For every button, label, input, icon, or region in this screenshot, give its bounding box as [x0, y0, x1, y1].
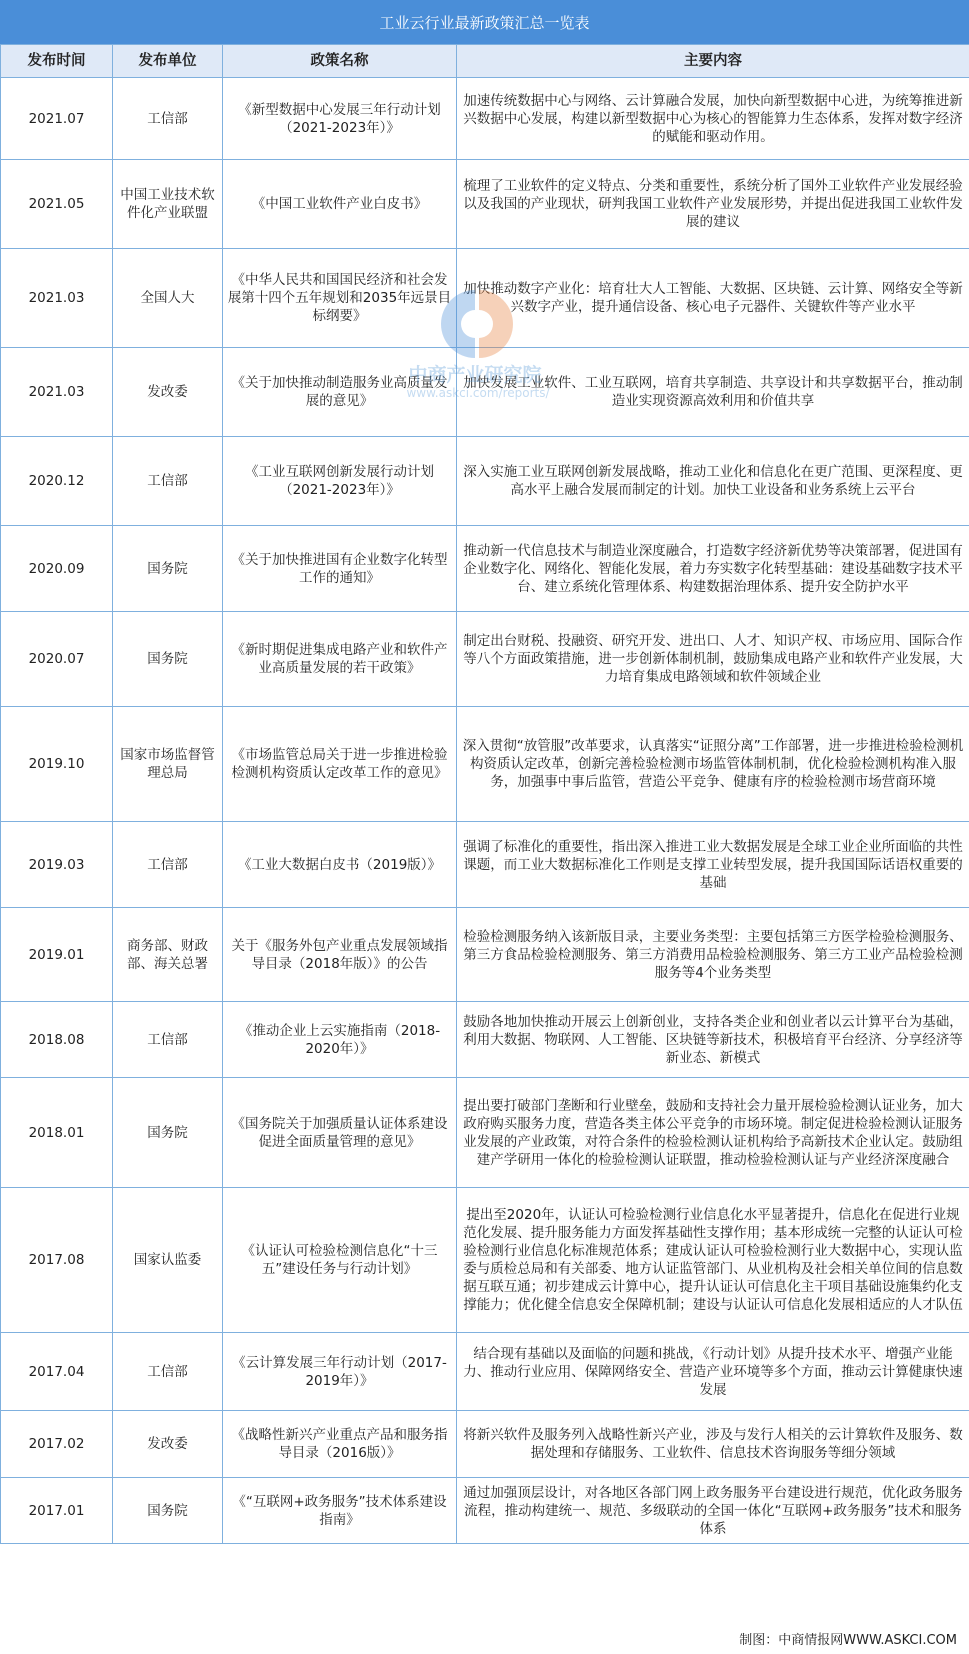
cell-policy-name: 《新型数据中心发展三年行动计划（2021-2023年）》 — [223, 78, 457, 160]
cell-date: 2020.12 — [1, 437, 113, 526]
cell-content: 制定出台财税、投融资、研究开发、进出口、人才、知识产权、市场应用、国际合作等八个方面政策措施，进一步创新体制机制，鼓励集成电路产业和软件产业发展，大力培育集成电路领域和软件领域企业 — [457, 612, 969, 707]
cell-date: 2020.09 — [1, 526, 113, 612]
cell-unit: 工信部 — [113, 437, 223, 526]
cell-policy-name: 《云计算发展三年行动计划（2017-2019年）》 — [223, 1333, 457, 1411]
cell-date: 2017.08 — [1, 1188, 113, 1333]
table-row — [1, 1188, 969, 1333]
cell-unit: 工信部 — [113, 78, 223, 160]
cell-unit: 国务院 — [113, 526, 223, 612]
cell-content: 结合现有基础以及面临的问题和挑战，《行动计划》从提升技术水平、增强产业能力、推动行业应用、保障网络安全、营造产业环境等多个方面，推动云计算健康快速发展 — [457, 1333, 969, 1411]
cell-policy-name: 关于《服务外包产业重点发展领域指导目录（2018年版）》的公告 — [223, 908, 457, 1002]
cell-date: 2021.05 — [1, 160, 113, 249]
cell-unit: 中国工业技术软件化产业联盟 — [113, 160, 223, 249]
cell-content: 加快推动数字产业化：培育壮大人工智能、大数据、区块链、云计算、网络安全等新兴数字产业，提升通信设备、核心电子元器件、关键软件等产业水平 — [457, 249, 969, 348]
cell-unit: 国家市场监督管理总局 — [113, 707, 223, 822]
cell-content: 深入贯彻“放管服”改革要求，认真落实“证照分离”工作部署，进一步推进检验检测机构资质认定改革，创新完善检验检测市场监管体制机制，优化检验检测机构准入服务，加强事中事后监管，营造公平竞争、健康有序的检验检测市场营商环境 — [457, 707, 969, 822]
cell-unit: 工信部 — [113, 1002, 223, 1078]
table-row — [1, 1333, 969, 1411]
cell-date: 2020.07 — [1, 612, 113, 707]
cell-unit: 工信部 — [113, 822, 223, 908]
cell-unit: 国务院 — [113, 612, 223, 707]
table-row — [1, 908, 969, 1002]
cell-date: 2018.01 — [1, 1078, 113, 1188]
cell-content: 推动新一代信息技术与制造业深度融合，打造数字经济新优势等决策部署，促进国有企业数字化、网络化、智能化发展，着力夯实数字化转型基础：建设基础数字技术平台、建立系统化管理体系、构建数据治理体系、提升安全防护水平 — [457, 526, 969, 612]
footer-credit: 制图：中商情报网WWW.ASKCI.COM — [739, 1633, 957, 1648]
table-row — [1, 249, 969, 348]
cell-unit: 商务部、财政部、海关总署 — [113, 908, 223, 1002]
table-row — [1, 1002, 969, 1078]
cell-content: 加快发展工业软件、工业互联网，培育共享制造、共享设计和共享数据平台，推动制造业实现资源高效利用和价值共享 — [457, 348, 969, 437]
cell-unit: 工信部 — [113, 1333, 223, 1411]
table-row — [1, 822, 969, 908]
cell-date: 2017.02 — [1, 1411, 113, 1478]
cell-unit: 发改委 — [113, 348, 223, 437]
table-header-row — [1, 45, 969, 78]
cell-date: 2019.10 — [1, 707, 113, 822]
cell-policy-name: 《市场监管总局关于进一步推进检验检测机构资质认定改革工作的意见》 — [223, 707, 457, 822]
table-row — [1, 612, 969, 707]
cell-content: 深入实施工业互联网创新发展战略，推动工业化和信息化在更广范围、更深程度、更高水平上融合发展而制定的计划。加快工业设备和业务系统上云平台 — [457, 437, 969, 526]
cell-unit: 发改委 — [113, 1411, 223, 1478]
cell-content: 将新兴软件及服务列入战略性新兴产业，涉及与发行人相关的云计算软件及服务、数据处理和存储服务、工业软件、信息技术咨询服务等细分领域 — [457, 1411, 969, 1478]
table-row — [1, 1411, 969, 1478]
cell-policy-name: 《战略性新兴产业重点产品和服务指导目录（2016版）》 — [223, 1411, 457, 1478]
watermark-text: 中商产业研究院 — [408, 364, 542, 386]
cell-content: 强调了标准化的重要性，指出深入推进工业大数据发展是全球工业企业所面临的共性课题，而工业大数据标准化工作则是支撑工业转型发展，提升我国国际话语权重要的基础 — [457, 822, 969, 908]
policy-table — [0, 44, 969, 1544]
cell-policy-name: 《国务院关于加强质量认证体系建设促进全面质量管理的意见》 — [223, 1078, 457, 1188]
cell-date: 2021.07 — [1, 78, 113, 160]
cell-policy-name: 《“互联网+政务服务”技术体系建设指南》 — [223, 1478, 457, 1544]
watermark-url: www.askci.com/reports/ — [406, 386, 550, 400]
table-row — [1, 526, 969, 612]
cell-policy-name: 《工业大数据白皮书（2019版）》 — [223, 822, 457, 908]
cell-policy-name: 《关于加快推动制造服务业高质量发展的意见》 — [223, 348, 457, 437]
table-row — [1, 160, 969, 249]
table-title: 工业云行业最新政策汇总一览表 — [0, 0, 969, 44]
cell-date: 2021.03 — [1, 249, 113, 348]
cell-date: 2019.03 — [1, 822, 113, 908]
cell-content: 加速传统数据中心与网络、云计算融合发展，加快向新型数据中心进，为统筹推进新兴数据中心发展，构建以新型数据中心为核心的智能算力生态体系，发挥对数字经济的赋能和驱动作用。 — [457, 78, 969, 160]
cell-date: 2018.08 — [1, 1002, 113, 1078]
cell-unit: 全国人大 — [113, 249, 223, 348]
cell-content: 梳理了工业软件的定义特点、分类和重要性，系统分析了国外工业软件产业发展经验以及我国的产业现状，研判我国工业软件产业发展形势，并提出促进我国工业软件发展的建议 — [457, 160, 969, 249]
cell-policy-name: 《中华人民共和国国民经济和社会发展第十四个五年规划和2035年远景目标纲要》 — [223, 249, 457, 348]
table-row — [1, 348, 969, 437]
cell-content: 鼓励各地加快推动开展云上创新创业，支持各类企业和创业者以云计算平台为基础，利用大数据、物联网、人工智能、区块链等新技术，积极培育平台经济、分享经济等新业态、新模式 — [457, 1002, 969, 1078]
cell-date: 2019.01 — [1, 908, 113, 1002]
cell-policy-name: 《认证认可检验检测信息化“十三五”建设任务与行动计划》 — [223, 1188, 457, 1333]
cell-content: 检验检测服务纳入该新版目录，主要业务类型：主要包括第三方医学检验检测服务、第三方食品检验检测服务、第三方消费用品检验检测服务、第三方工业产品检验检测服务等4个业务类型 — [457, 908, 969, 1002]
header-unit: 发布单位 — [113, 45, 223, 78]
header-date: 发布时间 — [1, 45, 113, 78]
cell-unit: 国务院 — [113, 1078, 223, 1188]
cell-policy-name: 《新时期促进集成电路产业和软件产业高质量发展的若干政策》 — [223, 612, 457, 707]
table-row — [1, 1478, 969, 1544]
cell-policy-name: 《关于加快推进国有企业数字化转型工作的通知》 — [223, 526, 457, 612]
cell-unit: 国家认监委 — [113, 1188, 223, 1333]
cell-date: 2017.01 — [1, 1478, 113, 1544]
table-row — [1, 78, 969, 160]
cell-content: 提出至2020年，认证认可检验检测行业信息化水平显著提升，信息化在促进行业规范化发展、提升服务能力方面发挥基础性支撑作用；基本形成统一完整的认证认可检验检测行业信息化标准规范体系；建成认证认可检验检测行业大数据中心，实现认监委与质检总局和有关部委、地方认证监管部门、从业机构及社会相关单位间的信息数据互联互通；初步建成云计算中心，提升认证认可信息化主干项目基础设施集约化支撑能力；优化健全信息安全保障机制；建设与认证认可信息化发展相适应的人才队伍 — [457, 1188, 969, 1333]
cell-content: 通过加强顶层设计，对各地区各部门网上政务服务平台建设进行规范，优化政务服务流程，推动构建统一、规范、多级联动的全国一体化“互联网+政务服务”技术和服务体系 — [457, 1478, 969, 1544]
table-row — [1, 1078, 969, 1188]
cell-date: 2017.04 — [1, 1333, 113, 1411]
header-content: 主要内容 — [457, 45, 969, 78]
table-row — [1, 437, 969, 526]
cell-date: 2021.03 — [1, 348, 113, 437]
cell-unit: 国务院 — [113, 1478, 223, 1544]
header-name: 政策名称 — [223, 45, 457, 78]
cell-policy-name: 《中国工业软件产业白皮书》 — [223, 160, 457, 249]
cell-policy-name: 《推动企业上云实施指南（2018-2020年）》 — [223, 1002, 457, 1078]
cell-policy-name: 《工业互联网创新发展行动计划（2021-2023年）》 — [223, 437, 457, 526]
table-body — [1, 78, 969, 1544]
cell-content: 提出要打破部门垄断和行业壁垒，鼓励和支持社会力量开展检验检测认证业务，加大政府购买服务力度，营造各类主体公平竞争的市场环境。制定促进检验检测认证服务业发展的产业政策，对符合条件的检验检测认证机构给予高新技术企业认定。鼓励组建产学研用一体化的检验检测认证联盟，推动检验检测认证与产业经济深度融合 — [457, 1078, 969, 1188]
table-row — [1, 707, 969, 822]
